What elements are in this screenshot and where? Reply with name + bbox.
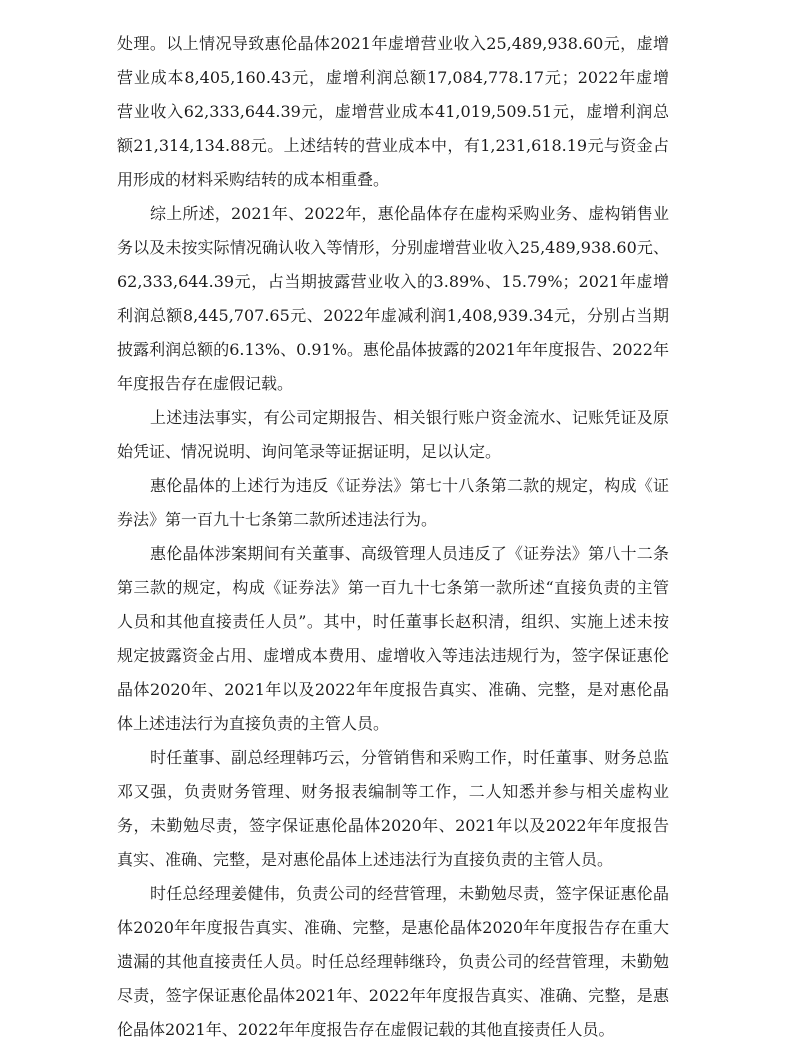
document-page — [117, 27, 669, 1047]
paragraph-summary: 综上所述，2021年、2022年，惠伦晶体存在虚构采购业务、虚构销售业务以及未按实际情况确认收入等情形，分别虚增营业收入25,489,938.60元、62,333,644.39元，占当期披露营业收入的3.89%、15.79%；2021年虚增利润总额8,445,707.65元、2022年虚减利润1,408,939.34元，分别占当期披露利润总额的6.13%、0.91%。惠伦晶体披露的2021年年度报告、2022年年度报告存在虚假记载。 — [117, 204, 669, 393]
paragraph-responsible-directors: 时任董事、副总经理韩巧云，分管销售和采购工作，时任董事、财务总监邓又强，负责财务管理、财务报表编制等工作，二人知悉并参与相关虚构业务，未勤勉尽责，签字保证惠伦晶体2020年、2021年以及2022年年度报告真实、准确、完整，是对惠伦晶体上述违法行为直接负责的主管人员。 — [117, 748, 669, 869]
paragraph-responsible-chairman: 惠伦晶体涉案期间有关董事、高级管理人员违反了《证券法》第八十二条第三款的规定，构成《证券法》第一百九十七条第一款所述“直接负责的主管人员和其他直接责任人员”。其中，时任董事长赵积清，组织、实施上述未按规定披露资金占用、虚增成本费用、虚增收入等违法违规行为，签字保证惠伦晶体2020年、2021年以及2022年年度报告真实、准确、完整，是对惠伦晶体上述违法行为直接负责的主管人员。 — [117, 544, 669, 733]
paragraph-violation: 惠伦晶体的上述行为违反《证券法》第七十八条第二款的规定，构成《证券法》第一百九十七条第二款所述违法行为。 — [117, 476, 669, 529]
paragraph-evidence: 上述违法事实，有公司定期报告、相关银行账户资金流水、记账凭证及原始凭证、情况说明、询问笔录等证据证明，足以认定。 — [117, 408, 669, 461]
paragraph-responsible-general-managers: 时任总经理姜健伟，负责公司的经营管理，未勤勉尽责，签字保证惠伦晶体2020年年度报告真实、准确、完整，是惠伦晶体2020年年度报告存在重大遗漏的其他直接责任人员。时任总经理韩继玲，负责公司的经营管理，未勤勉尽责，签字保证惠伦晶体2021年、2022年年度报告真实、准确、完整，是惠伦晶体2021年、2022年年度报告存在虚假记载的其他直接责任人员。 — [117, 884, 669, 1039]
paragraph-fabricated-revenue-details: 处理。以上情况导致惠伦晶体2021年虚增营业收入25,489,938.60元，虚增营业成本8,405,160.43元，虚增利润总额17,084,778.17元；2022年虚增营业收入62,333,644.39元，虚增营业成本41,019,509.51元，虚增利润总额21,314,134.88元。上述结转的营业成本中，有1,231,618.19元与资金占用形成的材料采购结转的成本相重叠。 — [117, 34, 669, 189]
